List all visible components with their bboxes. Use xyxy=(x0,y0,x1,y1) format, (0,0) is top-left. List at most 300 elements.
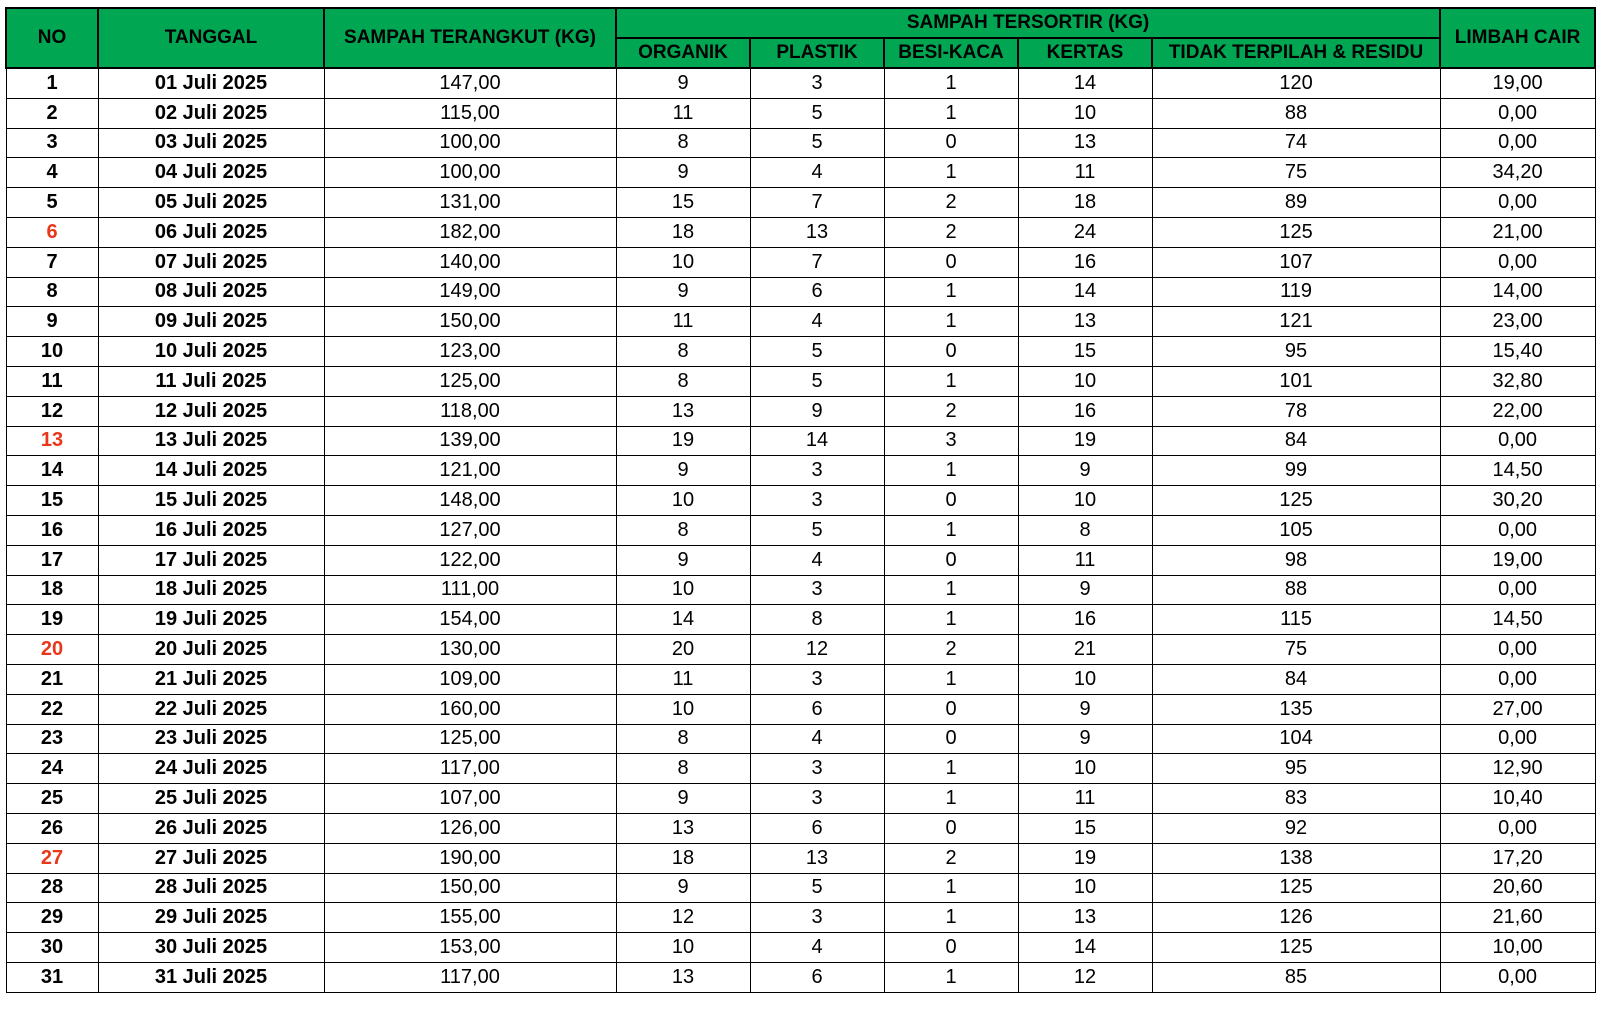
cell-residu: 126 xyxy=(1152,903,1440,933)
cell-kertas: 10 xyxy=(1018,873,1152,903)
cell-no: 22 xyxy=(6,694,98,724)
cell-tanggal: 10 Juli 2025 xyxy=(98,337,324,367)
cell-sampah-terangkut: 111,00 xyxy=(324,575,616,605)
header-residu: TIDAK TERPILAH & RESIDU xyxy=(1152,38,1440,68)
cell-besi-kaca: 1 xyxy=(884,784,1018,814)
table-row xyxy=(6,98,1595,128)
cell-besi-kaca: 2 xyxy=(884,217,1018,247)
cell-kertas: 15 xyxy=(1018,813,1152,843)
table-row xyxy=(6,68,1595,98)
cell-sampah-terangkut: 117,00 xyxy=(324,962,616,992)
cell-residu: 115 xyxy=(1152,605,1440,635)
cell-besi-kaca: 1 xyxy=(884,605,1018,635)
cell-limbah-cair: 0,00 xyxy=(1440,575,1595,605)
table-header xyxy=(6,8,1595,68)
cell-besi-kaca: 0 xyxy=(884,724,1018,754)
cell-organik: 9 xyxy=(616,158,750,188)
cell-organik: 10 xyxy=(616,247,750,277)
cell-besi-kaca: 1 xyxy=(884,456,1018,486)
cell-kertas: 8 xyxy=(1018,515,1152,545)
cell-limbah-cair: 0,00 xyxy=(1440,247,1595,277)
cell-sampah-terangkut: 121,00 xyxy=(324,456,616,486)
cell-residu: 95 xyxy=(1152,754,1440,784)
cell-sampah-terangkut: 123,00 xyxy=(324,337,616,367)
cell-organik: 18 xyxy=(616,217,750,247)
cell-tanggal: 07 Juli 2025 xyxy=(98,247,324,277)
cell-plastik: 4 xyxy=(750,724,884,754)
cell-besi-kaca: 1 xyxy=(884,307,1018,337)
cell-kertas: 10 xyxy=(1018,754,1152,784)
cell-besi-kaca: 1 xyxy=(884,158,1018,188)
table-row xyxy=(6,277,1595,307)
cell-plastik: 3 xyxy=(750,486,884,516)
cell-besi-kaca: 0 xyxy=(884,545,1018,575)
cell-organik: 18 xyxy=(616,843,750,873)
header-sampah-terangkut: SAMPAH TERANGKUT (KG) xyxy=(324,8,616,68)
cell-tanggal: 19 Juli 2025 xyxy=(98,605,324,635)
cell-sampah-terangkut: 190,00 xyxy=(324,843,616,873)
cell-besi-kaca: 0 xyxy=(884,247,1018,277)
cell-no: 2 xyxy=(6,98,98,128)
cell-limbah-cair: 32,80 xyxy=(1440,366,1595,396)
cell-organik: 8 xyxy=(616,754,750,784)
cell-limbah-cair: 10,00 xyxy=(1440,933,1595,963)
table-row xyxy=(6,396,1595,426)
cell-besi-kaca: 1 xyxy=(884,366,1018,396)
cell-sampah-terangkut: 100,00 xyxy=(324,128,616,158)
cell-tanggal: 12 Juli 2025 xyxy=(98,396,324,426)
cell-no: 16 xyxy=(6,515,98,545)
cell-residu: 88 xyxy=(1152,575,1440,605)
cell-kertas: 13 xyxy=(1018,903,1152,933)
cell-besi-kaca: 2 xyxy=(884,843,1018,873)
header-sampah-tersortir: SAMPAH TERSORTIR (KG) xyxy=(616,8,1440,38)
cell-plastik: 3 xyxy=(750,456,884,486)
cell-residu: 107 xyxy=(1152,247,1440,277)
cell-organik: 8 xyxy=(616,366,750,396)
cell-organik: 9 xyxy=(616,456,750,486)
cell-besi-kaca: 3 xyxy=(884,426,1018,456)
table-row xyxy=(6,337,1595,367)
cell-kertas: 13 xyxy=(1018,307,1152,337)
cell-no: 7 xyxy=(6,247,98,277)
cell-tanggal: 31 Juli 2025 xyxy=(98,962,324,992)
table-row xyxy=(6,515,1595,545)
cell-besi-kaca: 1 xyxy=(884,903,1018,933)
cell-tanggal: 04 Juli 2025 xyxy=(98,158,324,188)
cell-sampah-terangkut: 117,00 xyxy=(324,754,616,784)
cell-residu: 74 xyxy=(1152,128,1440,158)
cell-plastik: 5 xyxy=(750,337,884,367)
cell-organik: 15 xyxy=(616,188,750,218)
cell-besi-kaca: 0 xyxy=(884,337,1018,367)
table-body xyxy=(6,68,1595,992)
cell-kertas: 10 xyxy=(1018,486,1152,516)
cell-plastik: 9 xyxy=(750,396,884,426)
cell-no: 28 xyxy=(6,873,98,903)
cell-kertas: 9 xyxy=(1018,694,1152,724)
cell-organik: 10 xyxy=(616,575,750,605)
table-row xyxy=(6,694,1595,724)
cell-tanggal: 06 Juli 2025 xyxy=(98,217,324,247)
cell-besi-kaca: 1 xyxy=(884,754,1018,784)
cell-plastik: 3 xyxy=(750,664,884,694)
cell-no: 3 xyxy=(6,128,98,158)
cell-residu: 95 xyxy=(1152,337,1440,367)
cell-besi-kaca: 0 xyxy=(884,128,1018,158)
table-row xyxy=(6,128,1595,158)
cell-sampah-terangkut: 100,00 xyxy=(324,158,616,188)
cell-tanggal: 26 Juli 2025 xyxy=(98,813,324,843)
cell-organik: 11 xyxy=(616,307,750,337)
cell-residu: 125 xyxy=(1152,486,1440,516)
cell-limbah-cair: 0,00 xyxy=(1440,635,1595,665)
cell-organik: 13 xyxy=(616,962,750,992)
cell-organik: 9 xyxy=(616,873,750,903)
cell-residu: 85 xyxy=(1152,962,1440,992)
cell-kertas: 14 xyxy=(1018,277,1152,307)
cell-organik: 13 xyxy=(616,396,750,426)
cell-no: 8 xyxy=(6,277,98,307)
table-row xyxy=(6,247,1595,277)
cell-no: 26 xyxy=(6,813,98,843)
table-row xyxy=(6,486,1595,516)
cell-no: 25 xyxy=(6,784,98,814)
cell-kertas: 9 xyxy=(1018,575,1152,605)
cell-tanggal: 16 Juli 2025 xyxy=(98,515,324,545)
table-row xyxy=(6,724,1595,754)
cell-kertas: 18 xyxy=(1018,188,1152,218)
cell-sampah-terangkut: 140,00 xyxy=(324,247,616,277)
cell-residu: 99 xyxy=(1152,456,1440,486)
cell-plastik: 5 xyxy=(750,128,884,158)
cell-organik: 19 xyxy=(616,426,750,456)
header-no: NO xyxy=(6,8,98,68)
cell-besi-kaca: 1 xyxy=(884,68,1018,98)
cell-sampah-terangkut: 122,00 xyxy=(324,545,616,575)
table-row xyxy=(6,933,1595,963)
cell-no: 11 xyxy=(6,366,98,396)
cell-residu: 104 xyxy=(1152,724,1440,754)
cell-kertas: 11 xyxy=(1018,158,1152,188)
cell-besi-kaca: 1 xyxy=(884,575,1018,605)
cell-besi-kaca: 1 xyxy=(884,962,1018,992)
cell-organik: 11 xyxy=(616,664,750,694)
cell-limbah-cair: 0,00 xyxy=(1440,724,1595,754)
cell-residu: 83 xyxy=(1152,784,1440,814)
cell-plastik: 3 xyxy=(750,68,884,98)
cell-residu: 125 xyxy=(1152,217,1440,247)
table-row xyxy=(6,784,1595,814)
cell-organik: 9 xyxy=(616,277,750,307)
cell-kertas: 16 xyxy=(1018,247,1152,277)
cell-sampah-terangkut: 150,00 xyxy=(324,873,616,903)
cell-tanggal: 28 Juli 2025 xyxy=(98,873,324,903)
cell-sampah-terangkut: 150,00 xyxy=(324,307,616,337)
table-row xyxy=(6,813,1595,843)
cell-kertas: 15 xyxy=(1018,337,1152,367)
cell-plastik: 3 xyxy=(750,575,884,605)
table-row xyxy=(6,903,1595,933)
cell-no: 19 xyxy=(6,605,98,635)
cell-organik: 10 xyxy=(616,933,750,963)
cell-organik: 9 xyxy=(616,68,750,98)
cell-plastik: 4 xyxy=(750,307,884,337)
cell-sampah-terangkut: 147,00 xyxy=(324,68,616,98)
cell-sampah-terangkut: 154,00 xyxy=(324,605,616,635)
header-besi-kaca: BESI-KACA xyxy=(884,38,1018,68)
cell-organik: 20 xyxy=(616,635,750,665)
cell-plastik: 6 xyxy=(750,813,884,843)
cell-limbah-cair: 19,00 xyxy=(1440,545,1595,575)
cell-residu: 88 xyxy=(1152,98,1440,128)
cell-plastik: 3 xyxy=(750,903,884,933)
cell-no: 31 xyxy=(6,962,98,992)
table-row xyxy=(6,217,1595,247)
cell-no: 12 xyxy=(6,396,98,426)
cell-no: 4 xyxy=(6,158,98,188)
cell-kertas: 19 xyxy=(1018,843,1152,873)
cell-residu: 125 xyxy=(1152,873,1440,903)
cell-limbah-cair: 0,00 xyxy=(1440,188,1595,218)
cell-kertas: 12 xyxy=(1018,962,1152,992)
cell-tanggal: 15 Juli 2025 xyxy=(98,486,324,516)
cell-besi-kaca: 0 xyxy=(884,933,1018,963)
cell-sampah-terangkut: 160,00 xyxy=(324,694,616,724)
cell-kertas: 10 xyxy=(1018,98,1152,128)
cell-organik: 10 xyxy=(616,486,750,516)
header-organik: ORGANIK xyxy=(616,38,750,68)
cell-no: 1 xyxy=(6,68,98,98)
cell-kertas: 21 xyxy=(1018,635,1152,665)
cell-residu: 84 xyxy=(1152,664,1440,694)
cell-tanggal: 21 Juli 2025 xyxy=(98,664,324,694)
cell-limbah-cair: 0,00 xyxy=(1440,664,1595,694)
cell-plastik: 13 xyxy=(750,843,884,873)
cell-limbah-cair: 27,00 xyxy=(1440,694,1595,724)
cell-kertas: 11 xyxy=(1018,784,1152,814)
cell-sampah-terangkut: 149,00 xyxy=(324,277,616,307)
cell-sampah-terangkut: 131,00 xyxy=(324,188,616,218)
cell-no: 5 xyxy=(6,188,98,218)
cell-besi-kaca: 1 xyxy=(884,277,1018,307)
table-row xyxy=(6,158,1595,188)
cell-plastik: 3 xyxy=(750,784,884,814)
cell-sampah-terangkut: 130,00 xyxy=(324,635,616,665)
cell-plastik: 13 xyxy=(750,217,884,247)
cell-sampah-terangkut: 182,00 xyxy=(324,217,616,247)
cell-residu: 105 xyxy=(1152,515,1440,545)
cell-plastik: 7 xyxy=(750,247,884,277)
cell-limbah-cair: 21,60 xyxy=(1440,903,1595,933)
cell-tanggal: 30 Juli 2025 xyxy=(98,933,324,963)
cell-limbah-cair: 23,00 xyxy=(1440,307,1595,337)
cell-residu: 75 xyxy=(1152,158,1440,188)
cell-kertas: 14 xyxy=(1018,68,1152,98)
cell-besi-kaca: 1 xyxy=(884,98,1018,128)
cell-organik: 14 xyxy=(616,605,750,635)
cell-besi-kaca: 1 xyxy=(884,664,1018,694)
table-row xyxy=(6,545,1595,575)
cell-organik: 9 xyxy=(616,784,750,814)
cell-limbah-cair: 0,00 xyxy=(1440,813,1595,843)
cell-besi-kaca: 2 xyxy=(884,635,1018,665)
cell-sampah-terangkut: 107,00 xyxy=(324,784,616,814)
cell-tanggal: 24 Juli 2025 xyxy=(98,754,324,784)
cell-kertas: 14 xyxy=(1018,933,1152,963)
cell-besi-kaca: 0 xyxy=(884,813,1018,843)
cell-sampah-terangkut: 139,00 xyxy=(324,426,616,456)
cell-organik: 10 xyxy=(616,694,750,724)
cell-sampah-terangkut: 118,00 xyxy=(324,396,616,426)
cell-tanggal: 20 Juli 2025 xyxy=(98,635,324,665)
cell-plastik: 6 xyxy=(750,962,884,992)
cell-kertas: 9 xyxy=(1018,724,1152,754)
cell-tanggal: 05 Juli 2025 xyxy=(98,188,324,218)
table-row xyxy=(6,456,1595,486)
cell-limbah-cair: 0,00 xyxy=(1440,98,1595,128)
cell-limbah-cair: 19,00 xyxy=(1440,68,1595,98)
cell-no: 20 xyxy=(6,635,98,665)
cell-organik: 11 xyxy=(616,98,750,128)
cell-sampah-terangkut: 126,00 xyxy=(324,813,616,843)
cell-besi-kaca: 1 xyxy=(884,873,1018,903)
cell-sampah-terangkut: 153,00 xyxy=(324,933,616,963)
cell-residu: 135 xyxy=(1152,694,1440,724)
cell-plastik: 5 xyxy=(750,873,884,903)
cell-tanggal: 08 Juli 2025 xyxy=(98,277,324,307)
cell-limbah-cair: 21,00 xyxy=(1440,217,1595,247)
cell-residu: 78 xyxy=(1152,396,1440,426)
cell-kertas: 9 xyxy=(1018,456,1152,486)
cell-plastik: 7 xyxy=(750,188,884,218)
table-row xyxy=(6,366,1595,396)
cell-besi-kaca: 2 xyxy=(884,396,1018,426)
cell-limbah-cair: 14,50 xyxy=(1440,456,1595,486)
cell-no: 6 xyxy=(6,217,98,247)
cell-besi-kaca: 2 xyxy=(884,188,1018,218)
cell-besi-kaca: 0 xyxy=(884,694,1018,724)
table-row xyxy=(6,664,1595,694)
cell-residu: 89 xyxy=(1152,188,1440,218)
cell-kertas: 16 xyxy=(1018,605,1152,635)
cell-besi-kaca: 0 xyxy=(884,486,1018,516)
cell-no: 27 xyxy=(6,843,98,873)
cell-limbah-cair: 12,90 xyxy=(1440,754,1595,784)
cell-plastik: 5 xyxy=(750,98,884,128)
header-limbah-cair: LIMBAH CAIR xyxy=(1440,8,1595,68)
cell-limbah-cair: 14,00 xyxy=(1440,277,1595,307)
cell-limbah-cair: 10,40 xyxy=(1440,784,1595,814)
cell-sampah-terangkut: 109,00 xyxy=(324,664,616,694)
cell-tanggal: 11 Juli 2025 xyxy=(98,366,324,396)
cell-kertas: 24 xyxy=(1018,217,1152,247)
cell-tanggal: 01 Juli 2025 xyxy=(98,68,324,98)
cell-limbah-cair: 0,00 xyxy=(1440,426,1595,456)
cell-plastik: 8 xyxy=(750,605,884,635)
table-row xyxy=(6,635,1595,665)
cell-no: 24 xyxy=(6,754,98,784)
cell-tanggal: 03 Juli 2025 xyxy=(98,128,324,158)
cell-tanggal: 13 Juli 2025 xyxy=(98,426,324,456)
cell-plastik: 4 xyxy=(750,158,884,188)
cell-plastik: 6 xyxy=(750,694,884,724)
table-row xyxy=(6,605,1595,635)
cell-organik: 13 xyxy=(616,813,750,843)
cell-no: 21 xyxy=(6,664,98,694)
cell-limbah-cair: 15,40 xyxy=(1440,337,1595,367)
cell-organik: 9 xyxy=(616,545,750,575)
cell-residu: 101 xyxy=(1152,366,1440,396)
table-row xyxy=(6,426,1595,456)
cell-tanggal: 23 Juli 2025 xyxy=(98,724,324,754)
cell-residu: 92 xyxy=(1152,813,1440,843)
cell-no: 18 xyxy=(6,575,98,605)
cell-organik: 8 xyxy=(616,515,750,545)
cell-limbah-cair: 17,20 xyxy=(1440,843,1595,873)
cell-sampah-terangkut: 115,00 xyxy=(324,98,616,128)
cell-limbah-cair: 34,20 xyxy=(1440,158,1595,188)
cell-residu: 121 xyxy=(1152,307,1440,337)
cell-limbah-cair: 0,00 xyxy=(1440,128,1595,158)
cell-limbah-cair: 0,00 xyxy=(1440,962,1595,992)
cell-plastik: 4 xyxy=(750,933,884,963)
cell-no: 14 xyxy=(6,456,98,486)
cell-organik: 8 xyxy=(616,724,750,754)
table-row xyxy=(6,873,1595,903)
cell-kertas: 19 xyxy=(1018,426,1152,456)
table-row xyxy=(6,575,1595,605)
cell-sampah-terangkut: 127,00 xyxy=(324,515,616,545)
cell-plastik: 4 xyxy=(750,545,884,575)
cell-limbah-cair: 20,60 xyxy=(1440,873,1595,903)
cell-tanggal: 09 Juli 2025 xyxy=(98,307,324,337)
cell-no: 13 xyxy=(6,426,98,456)
cell-sampah-terangkut: 148,00 xyxy=(324,486,616,516)
cell-residu: 98 xyxy=(1152,545,1440,575)
header-tanggal: TANGGAL xyxy=(98,8,324,68)
cell-residu: 125 xyxy=(1152,933,1440,963)
table-container xyxy=(5,7,1596,993)
cell-tanggal: 27 Juli 2025 xyxy=(98,843,324,873)
cell-no: 17 xyxy=(6,545,98,575)
table-row xyxy=(6,843,1595,873)
cell-kertas: 13 xyxy=(1018,128,1152,158)
cell-residu: 119 xyxy=(1152,277,1440,307)
cell-no: 23 xyxy=(6,724,98,754)
cell-limbah-cair: 22,00 xyxy=(1440,396,1595,426)
cell-no: 15 xyxy=(6,486,98,516)
cell-no: 9 xyxy=(6,307,98,337)
cell-plastik: 12 xyxy=(750,635,884,665)
cell-organik: 8 xyxy=(616,337,750,367)
cell-tanggal: 02 Juli 2025 xyxy=(98,98,324,128)
waste-table xyxy=(5,7,1596,993)
header-kertas: KERTAS xyxy=(1018,38,1152,68)
cell-kertas: 11 xyxy=(1018,545,1152,575)
cell-kertas: 10 xyxy=(1018,664,1152,694)
table-row xyxy=(6,754,1595,784)
cell-kertas: 16 xyxy=(1018,396,1152,426)
cell-sampah-terangkut: 155,00 xyxy=(324,903,616,933)
cell-kertas: 10 xyxy=(1018,366,1152,396)
cell-besi-kaca: 1 xyxy=(884,515,1018,545)
cell-sampah-terangkut: 125,00 xyxy=(324,724,616,754)
cell-no: 29 xyxy=(6,903,98,933)
cell-organik: 12 xyxy=(616,903,750,933)
table-row xyxy=(6,307,1595,337)
cell-organik: 8 xyxy=(616,128,750,158)
